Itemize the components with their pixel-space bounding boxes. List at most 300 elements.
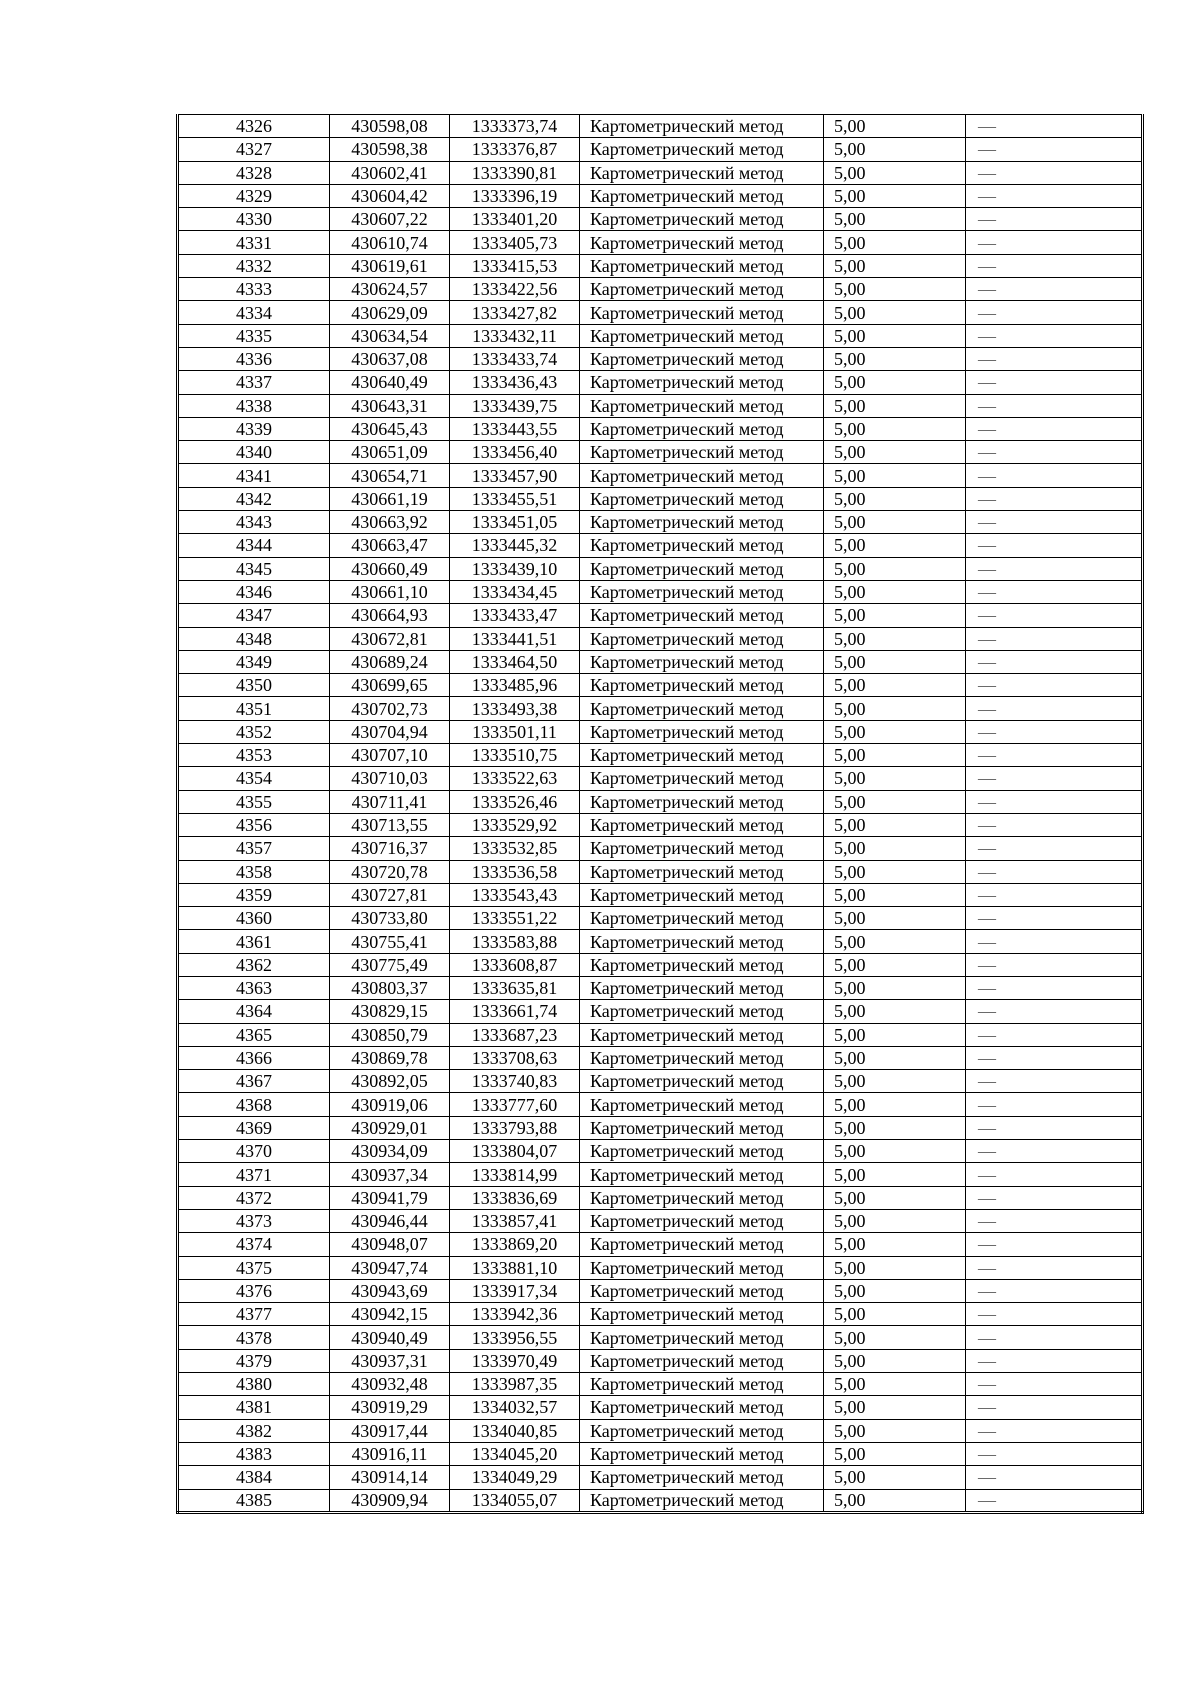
method-cell: Картометрический метод xyxy=(580,278,824,301)
method-cell: Картометрический метод xyxy=(580,1466,824,1489)
accuracy-cell: 5,00 xyxy=(824,231,966,254)
y-coordinate-cell: 1333532,85 xyxy=(450,837,580,860)
point-number-cell: 4379 xyxy=(178,1349,330,1372)
y-coordinate-cell: 1333436,43 xyxy=(450,371,580,394)
note-cell: — xyxy=(966,487,1143,510)
table-row xyxy=(178,1326,1143,1349)
x-coordinate-cell: 430892,05 xyxy=(330,1070,450,1093)
table-row xyxy=(178,464,1143,487)
y-coordinate-cell: 1333917,34 xyxy=(450,1279,580,1302)
table-row xyxy=(178,1489,1143,1512)
method-cell: Картометрический метод xyxy=(580,161,824,184)
note-cell: — xyxy=(966,1093,1143,1116)
note-cell: — xyxy=(966,1303,1143,1326)
y-coordinate-cell: 1333501,11 xyxy=(450,720,580,743)
note-cell: — xyxy=(966,790,1143,813)
method-cell: Картометрический метод xyxy=(580,580,824,603)
point-number-cell: 4326 xyxy=(178,115,330,138)
accuracy-cell: 5,00 xyxy=(824,278,966,301)
note-cell: — xyxy=(966,115,1143,138)
x-coordinate-cell: 430661,19 xyxy=(330,487,450,510)
point-number-cell: 4380 xyxy=(178,1373,330,1396)
table-row xyxy=(178,627,1143,650)
x-coordinate-cell: 430937,31 xyxy=(330,1349,450,1372)
method-cell: Картометрический метод xyxy=(580,930,824,953)
x-coordinate-cell: 430643,31 xyxy=(330,394,450,417)
accuracy-cell: 5,00 xyxy=(824,930,966,953)
accuracy-cell: 5,00 xyxy=(824,883,966,906)
method-cell: Картометрический метод xyxy=(580,347,824,370)
x-coordinate-cell: 430937,34 xyxy=(330,1163,450,1186)
x-coordinate-cell: 430637,08 xyxy=(330,347,450,370)
table-row xyxy=(178,883,1143,906)
accuracy-cell: 5,00 xyxy=(824,674,966,697)
y-coordinate-cell: 1333427,82 xyxy=(450,301,580,324)
note-cell: — xyxy=(966,1466,1143,1489)
point-number-cell: 4370 xyxy=(178,1140,330,1163)
y-coordinate-cell: 1333422,56 xyxy=(450,278,580,301)
point-number-cell: 4376 xyxy=(178,1279,330,1302)
note-cell: — xyxy=(966,580,1143,603)
method-cell: Картометрический метод xyxy=(580,1279,824,1302)
x-coordinate-cell: 430727,81 xyxy=(330,883,450,906)
x-coordinate-cell: 430663,47 xyxy=(330,534,450,557)
y-coordinate-cell: 1334045,20 xyxy=(450,1442,580,1465)
accuracy-cell: 5,00 xyxy=(824,161,966,184)
table-row xyxy=(178,837,1143,860)
note-cell: — xyxy=(966,464,1143,487)
note-cell: — xyxy=(966,1419,1143,1442)
table-row xyxy=(178,1256,1143,1279)
method-cell: Картометрический метод xyxy=(580,1489,824,1512)
y-coordinate-cell: 1333814,99 xyxy=(450,1163,580,1186)
y-coordinate-cell: 1333433,47 xyxy=(450,604,580,627)
x-coordinate-cell: 430624,57 xyxy=(330,278,450,301)
note-cell: — xyxy=(966,208,1143,231)
note-cell: — xyxy=(966,254,1143,277)
note-cell: — xyxy=(966,371,1143,394)
table-row xyxy=(178,1070,1143,1093)
point-number-cell: 4333 xyxy=(178,278,330,301)
note-cell: — xyxy=(966,1163,1143,1186)
y-coordinate-cell: 1334040,85 xyxy=(450,1419,580,1442)
x-coordinate-cell: 430850,79 xyxy=(330,1023,450,1046)
method-cell: Картометрический метод xyxy=(580,441,824,464)
x-coordinate-cell: 430672,81 xyxy=(330,627,450,650)
x-coordinate-cell: 430940,49 xyxy=(330,1326,450,1349)
table-row xyxy=(178,697,1143,720)
y-coordinate-cell: 1334055,07 xyxy=(450,1489,580,1512)
note-cell: — xyxy=(966,1000,1143,1023)
y-coordinate-cell: 1333376,87 xyxy=(450,138,580,161)
x-coordinate-cell: 430909,94 xyxy=(330,1489,450,1512)
x-coordinate-cell: 430775,49 xyxy=(330,953,450,976)
point-number-cell: 4349 xyxy=(178,650,330,673)
table-row xyxy=(178,1140,1143,1163)
note-cell: — xyxy=(966,301,1143,324)
accuracy-cell: 5,00 xyxy=(824,1163,966,1186)
x-coordinate-cell: 430932,48 xyxy=(330,1373,450,1396)
table-row xyxy=(178,930,1143,953)
point-number-cell: 4334 xyxy=(178,301,330,324)
accuracy-cell: 5,00 xyxy=(824,837,966,860)
table-row xyxy=(178,301,1143,324)
x-coordinate-cell: 430917,44 xyxy=(330,1419,450,1442)
note-cell: — xyxy=(966,557,1143,580)
note-cell: — xyxy=(966,1046,1143,1069)
point-number-cell: 4346 xyxy=(178,580,330,603)
accuracy-cell: 5,00 xyxy=(824,254,966,277)
method-cell: Картометрический метод xyxy=(580,184,824,207)
accuracy-cell: 5,00 xyxy=(824,1303,966,1326)
x-coordinate-cell: 430711,41 xyxy=(330,790,450,813)
point-number-cell: 4344 xyxy=(178,534,330,557)
method-cell: Картометрический метод xyxy=(580,1046,824,1069)
y-coordinate-cell: 1333869,20 xyxy=(450,1233,580,1256)
method-cell: Картометрический метод xyxy=(580,1442,824,1465)
note-cell: — xyxy=(966,720,1143,743)
point-number-cell: 4357 xyxy=(178,837,330,860)
table-row xyxy=(178,347,1143,370)
y-coordinate-cell: 1333451,05 xyxy=(450,511,580,534)
point-number-cell: 4360 xyxy=(178,907,330,930)
y-coordinate-cell: 1333635,81 xyxy=(450,976,580,999)
y-coordinate-cell: 1333390,81 xyxy=(450,161,580,184)
accuracy-cell: 5,00 xyxy=(824,301,966,324)
table-row xyxy=(178,1442,1143,1465)
y-coordinate-cell: 1333793,88 xyxy=(450,1116,580,1139)
method-cell: Картометрический метод xyxy=(580,907,824,930)
y-coordinate-cell: 1333526,46 xyxy=(450,790,580,813)
x-coordinate-cell: 430829,15 xyxy=(330,1000,450,1023)
y-coordinate-cell: 1333464,50 xyxy=(450,650,580,673)
table-row xyxy=(178,1279,1143,1302)
note-cell: — xyxy=(966,674,1143,697)
note-cell: — xyxy=(966,1373,1143,1396)
point-number-cell: 4377 xyxy=(178,1303,330,1326)
accuracy-cell: 5,00 xyxy=(824,208,966,231)
y-coordinate-cell: 1333529,92 xyxy=(450,813,580,836)
x-coordinate-cell: 430629,09 xyxy=(330,301,450,324)
table-row xyxy=(178,1396,1143,1419)
table-row xyxy=(178,1466,1143,1489)
x-coordinate-cell: 430699,65 xyxy=(330,674,450,697)
y-coordinate-cell: 1333439,10 xyxy=(450,557,580,580)
table-row xyxy=(178,744,1143,767)
point-number-cell: 4369 xyxy=(178,1116,330,1139)
table-row xyxy=(178,441,1143,464)
method-cell: Картометрический метод xyxy=(580,138,824,161)
accuracy-cell: 5,00 xyxy=(824,860,966,883)
table-row xyxy=(178,278,1143,301)
table-row xyxy=(178,324,1143,347)
table-row xyxy=(178,161,1143,184)
accuracy-cell: 5,00 xyxy=(824,347,966,370)
x-coordinate-cell: 430602,41 xyxy=(330,161,450,184)
y-coordinate-cell: 1333956,55 xyxy=(450,1326,580,1349)
accuracy-cell: 5,00 xyxy=(824,1256,966,1279)
x-coordinate-cell: 430640,49 xyxy=(330,371,450,394)
y-coordinate-cell: 1333740,83 xyxy=(450,1070,580,1093)
table-row xyxy=(178,534,1143,557)
accuracy-cell: 5,00 xyxy=(824,417,966,440)
method-cell: Картометрический метод xyxy=(580,1233,824,1256)
accuracy-cell: 5,00 xyxy=(824,953,966,976)
point-number-cell: 4363 xyxy=(178,976,330,999)
table-row xyxy=(178,1303,1143,1326)
y-coordinate-cell: 1333987,35 xyxy=(450,1373,580,1396)
y-coordinate-cell: 1333445,32 xyxy=(450,534,580,557)
x-coordinate-cell: 430610,74 xyxy=(330,231,450,254)
y-coordinate-cell: 1333415,53 xyxy=(450,254,580,277)
point-number-cell: 4345 xyxy=(178,557,330,580)
table-row xyxy=(178,1023,1143,1046)
point-number-cell: 4378 xyxy=(178,1326,330,1349)
method-cell: Картометрический метод xyxy=(580,604,824,627)
method-cell: Картометрический метод xyxy=(580,534,824,557)
accuracy-cell: 5,00 xyxy=(824,1070,966,1093)
method-cell: Картометрический метод xyxy=(580,324,824,347)
y-coordinate-cell: 1333485,96 xyxy=(450,674,580,697)
x-coordinate-cell: 430716,37 xyxy=(330,837,450,860)
y-coordinate-cell: 1333493,38 xyxy=(450,697,580,720)
x-coordinate-cell: 430598,08 xyxy=(330,115,450,138)
note-cell: — xyxy=(966,697,1143,720)
table-row xyxy=(178,580,1143,603)
accuracy-cell: 5,00 xyxy=(824,1233,966,1256)
y-coordinate-cell: 1333373,74 xyxy=(450,115,580,138)
accuracy-cell: 5,00 xyxy=(824,1489,966,1512)
y-coordinate-cell: 1333942,36 xyxy=(450,1303,580,1326)
x-coordinate-cell: 430689,24 xyxy=(330,650,450,673)
x-coordinate-cell: 430803,37 xyxy=(330,976,450,999)
accuracy-cell: 5,00 xyxy=(824,1140,966,1163)
point-number-cell: 4355 xyxy=(178,790,330,813)
method-cell: Картометрический метод xyxy=(580,301,824,324)
method-cell: Картометрический метод xyxy=(580,627,824,650)
note-cell: — xyxy=(966,627,1143,650)
method-cell: Картометрический метод xyxy=(580,254,824,277)
note-cell: — xyxy=(966,1396,1143,1419)
note-cell: — xyxy=(966,441,1143,464)
y-coordinate-cell: 1333536,58 xyxy=(450,860,580,883)
table-row xyxy=(178,254,1143,277)
table-row xyxy=(178,511,1143,534)
table-row xyxy=(178,907,1143,930)
method-cell: Картометрический метод xyxy=(580,744,824,767)
x-coordinate-cell: 430604,42 xyxy=(330,184,450,207)
method-cell: Картометрический метод xyxy=(580,208,824,231)
y-coordinate-cell: 1333441,51 xyxy=(450,627,580,650)
y-coordinate-cell: 1333687,23 xyxy=(450,1023,580,1046)
accuracy-cell: 5,00 xyxy=(824,720,966,743)
y-coordinate-cell: 1333439,75 xyxy=(450,394,580,417)
method-cell: Картометрический метод xyxy=(580,883,824,906)
table-row xyxy=(178,115,1143,138)
method-cell: Картометрический метод xyxy=(580,464,824,487)
note-cell: — xyxy=(966,1326,1143,1349)
x-coordinate-cell: 430619,61 xyxy=(330,254,450,277)
accuracy-cell: 5,00 xyxy=(824,744,966,767)
accuracy-cell: 5,00 xyxy=(824,976,966,999)
point-number-cell: 4384 xyxy=(178,1466,330,1489)
point-number-cell: 4342 xyxy=(178,487,330,510)
table-row xyxy=(178,1373,1143,1396)
x-coordinate-cell: 430664,93 xyxy=(330,604,450,627)
point-number-cell: 4361 xyxy=(178,930,330,953)
method-cell: Картометрический метод xyxy=(580,394,824,417)
point-number-cell: 4332 xyxy=(178,254,330,277)
x-coordinate-cell: 430943,69 xyxy=(330,1279,450,1302)
method-cell: Картометрический метод xyxy=(580,1256,824,1279)
note-cell: — xyxy=(966,744,1143,767)
method-cell: Картометрический метод xyxy=(580,115,824,138)
note-cell: — xyxy=(966,1489,1143,1512)
x-coordinate-cell: 430707,10 xyxy=(330,744,450,767)
note-cell: — xyxy=(966,347,1143,370)
table-row xyxy=(178,976,1143,999)
method-cell: Картометрический метод xyxy=(580,557,824,580)
method-cell: Картометрический метод xyxy=(580,487,824,510)
table-row xyxy=(178,231,1143,254)
accuracy-cell: 5,00 xyxy=(824,1466,966,1489)
method-cell: Картометрический метод xyxy=(580,953,824,976)
method-cell: Картометрический метод xyxy=(580,1163,824,1186)
table-row xyxy=(178,650,1143,673)
accuracy-cell: 5,00 xyxy=(824,1419,966,1442)
note-cell: — xyxy=(966,534,1143,557)
accuracy-cell: 5,00 xyxy=(824,580,966,603)
x-coordinate-cell: 430598,38 xyxy=(330,138,450,161)
point-number-cell: 4335 xyxy=(178,324,330,347)
y-coordinate-cell: 1333510,75 xyxy=(450,744,580,767)
accuracy-cell: 5,00 xyxy=(824,557,966,580)
point-number-cell: 4381 xyxy=(178,1396,330,1419)
table-row xyxy=(178,394,1143,417)
method-cell: Картометрический метод xyxy=(580,1349,824,1372)
accuracy-cell: 5,00 xyxy=(824,1116,966,1139)
note-cell: — xyxy=(966,1186,1143,1209)
method-cell: Картометрический метод xyxy=(580,790,824,813)
point-number-cell: 4336 xyxy=(178,347,330,370)
note-cell: — xyxy=(966,813,1143,836)
method-cell: Картометрический метод xyxy=(580,1140,824,1163)
accuracy-cell: 5,00 xyxy=(824,1373,966,1396)
x-coordinate-cell: 430919,29 xyxy=(330,1396,450,1419)
y-coordinate-cell: 1333804,07 xyxy=(450,1140,580,1163)
note-cell: — xyxy=(966,860,1143,883)
x-coordinate-cell: 430720,78 xyxy=(330,860,450,883)
method-cell: Картометрический метод xyxy=(580,767,824,790)
table-row xyxy=(178,1000,1143,1023)
note-cell: — xyxy=(966,1442,1143,1465)
x-coordinate-cell: 430941,79 xyxy=(330,1186,450,1209)
note-cell: — xyxy=(966,394,1143,417)
note-cell: — xyxy=(966,650,1143,673)
method-cell: Картометрический метод xyxy=(580,1373,824,1396)
note-cell: — xyxy=(966,767,1143,790)
y-coordinate-cell: 1333405,73 xyxy=(450,231,580,254)
point-number-cell: 4338 xyxy=(178,394,330,417)
point-number-cell: 4352 xyxy=(178,720,330,743)
table-body xyxy=(178,115,1143,1513)
point-number-cell: 4350 xyxy=(178,674,330,697)
y-coordinate-cell: 1333857,41 xyxy=(450,1209,580,1232)
table-row xyxy=(178,953,1143,976)
point-number-cell: 4329 xyxy=(178,184,330,207)
method-cell: Картометрический метод xyxy=(580,1419,824,1442)
y-coordinate-cell: 1333432,11 xyxy=(450,324,580,347)
note-cell: — xyxy=(966,417,1143,440)
y-coordinate-cell: 1333836,69 xyxy=(450,1186,580,1209)
table-row xyxy=(178,1186,1143,1209)
table-row xyxy=(178,674,1143,697)
point-number-cell: 4367 xyxy=(178,1070,330,1093)
x-coordinate-cell: 430755,41 xyxy=(330,930,450,953)
accuracy-cell: 5,00 xyxy=(824,464,966,487)
accuracy-cell: 5,00 xyxy=(824,790,966,813)
point-number-cell: 4343 xyxy=(178,511,330,534)
accuracy-cell: 5,00 xyxy=(824,324,966,347)
accuracy-cell: 5,00 xyxy=(824,1279,966,1302)
method-cell: Картометрический метод xyxy=(580,1326,824,1349)
y-coordinate-cell: 1333434,45 xyxy=(450,580,580,603)
note-cell: — xyxy=(966,231,1143,254)
point-number-cell: 4356 xyxy=(178,813,330,836)
point-number-cell: 4373 xyxy=(178,1209,330,1232)
point-number-cell: 4348 xyxy=(178,627,330,650)
point-number-cell: 4354 xyxy=(178,767,330,790)
table-row xyxy=(178,767,1143,790)
accuracy-cell: 5,00 xyxy=(824,138,966,161)
point-number-cell: 4368 xyxy=(178,1093,330,1116)
note-cell: — xyxy=(966,138,1143,161)
table-row xyxy=(178,860,1143,883)
x-coordinate-cell: 430607,22 xyxy=(330,208,450,231)
x-coordinate-cell: 430704,94 xyxy=(330,720,450,743)
accuracy-cell: 5,00 xyxy=(824,1186,966,1209)
point-number-cell: 4375 xyxy=(178,1256,330,1279)
table-row xyxy=(178,417,1143,440)
coordinates-table xyxy=(176,114,1144,1514)
point-number-cell: 4353 xyxy=(178,744,330,767)
accuracy-cell: 5,00 xyxy=(824,813,966,836)
table-row xyxy=(178,487,1143,510)
table-row xyxy=(178,1349,1143,1372)
accuracy-cell: 5,00 xyxy=(824,115,966,138)
accuracy-cell: 5,00 xyxy=(824,1442,966,1465)
note-cell: — xyxy=(966,1023,1143,1046)
point-number-cell: 4374 xyxy=(178,1233,330,1256)
x-coordinate-cell: 430919,06 xyxy=(330,1093,450,1116)
method-cell: Картометрический метод xyxy=(580,837,824,860)
accuracy-cell: 5,00 xyxy=(824,184,966,207)
table-row xyxy=(178,720,1143,743)
note-cell: — xyxy=(966,161,1143,184)
x-coordinate-cell: 430702,73 xyxy=(330,697,450,720)
accuracy-cell: 5,00 xyxy=(824,1023,966,1046)
y-coordinate-cell: 1333583,88 xyxy=(450,930,580,953)
y-coordinate-cell: 1334032,57 xyxy=(450,1396,580,1419)
point-number-cell: 4339 xyxy=(178,417,330,440)
accuracy-cell: 5,00 xyxy=(824,767,966,790)
y-coordinate-cell: 1333396,19 xyxy=(450,184,580,207)
table-row xyxy=(178,138,1143,161)
point-number-cell: 4383 xyxy=(178,1442,330,1465)
x-coordinate-cell: 430663,92 xyxy=(330,511,450,534)
note-cell: — xyxy=(966,324,1143,347)
y-coordinate-cell: 1333608,87 xyxy=(450,953,580,976)
